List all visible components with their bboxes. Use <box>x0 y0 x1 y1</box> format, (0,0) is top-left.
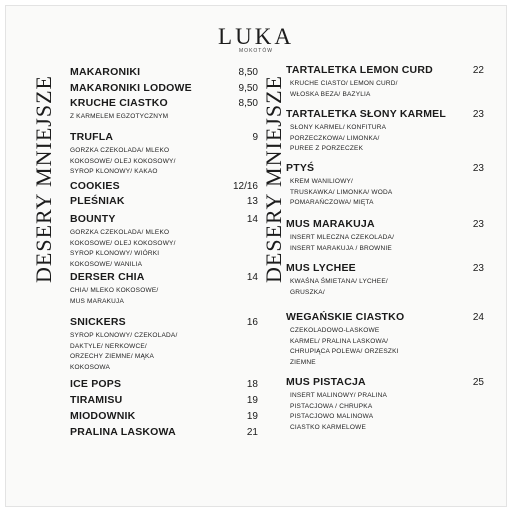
menu-item-price: 23 <box>472 163 484 174</box>
menu-item-name: PLEŚNIAK <box>70 195 125 207</box>
menu-item-price: 8,50 <box>238 98 258 109</box>
menu-item-name: WEGAŃSKIE CIASTKO <box>286 311 405 323</box>
menu-item-name: TIRAMISU <box>70 394 123 406</box>
menu-item-description: Z KARMELEM EGZOTYCZNYM <box>70 113 169 120</box>
menu-item-description: GRUSZKA/ <box>290 288 325 296</box>
menu-item-price: 9 <box>252 132 258 143</box>
menu-item-description: CIASTKO KARMELOWE <box>290 423 366 431</box>
menu-item-price: 24 <box>472 312 484 323</box>
menu-item-description: CHRUPIĄCA POLEWA/ ORZESZKI <box>290 348 399 355</box>
menu-item-name: BOUNTY <box>70 213 116 225</box>
menu-item-price: 9,50 <box>238 83 258 94</box>
menu-item-price: 14 <box>246 272 258 283</box>
menu-item-description: KOKOSOWA <box>70 363 111 371</box>
menu-item-name: MAKARONIKI LODOWE <box>70 82 192 94</box>
menu-item-price: 23 <box>472 219 484 230</box>
menu-item-description: CHIA/ MLEKO KOKOSOWE/ <box>70 287 159 294</box>
menu-item-description: KWAŚNA ŚMIETANA/ LYCHEE/ <box>290 278 388 285</box>
menu-item-description: PORZECZKOWA/ LIMONKA/ <box>290 134 380 142</box>
menu-item-price: 16 <box>246 317 258 328</box>
menu-item-description: CZEKOLADOWO-LASKOWE <box>290 327 380 334</box>
menu-item-price: 8,50 <box>238 67 258 78</box>
menu-item-name: MAKARONIKI <box>70 66 141 78</box>
menu-item-name: DERSER CHIA <box>70 271 145 283</box>
menu-item-description: PISTACJOWA / CHRUPKA <box>290 402 373 410</box>
menu-item-description: POMARAŃCZOWA/ MIĘTA <box>290 199 374 206</box>
menu-item-description: KRUCHE CIASTO/ LEMON CURD/ <box>290 80 398 87</box>
menu-item-name: MUS LYCHEE <box>286 262 356 274</box>
menu-item-description: ZIEMNE <box>290 358 316 366</box>
menu-item-description: SYROP KLONOWY/ WIÓRKI <box>70 250 160 257</box>
menu-item-description: WŁOSKA BEZA/ BAZYLIA <box>290 90 371 98</box>
menu-item-description: KOKOSOWE/ WANILIA <box>70 260 143 268</box>
menu-item-description: KOKOSOWE/ OLEJ KOKOSOWY/ <box>70 157 176 165</box>
menu-item-name: PTYŚ <box>286 162 315 174</box>
menu-item-name: PRALINA LASKOWA <box>70 426 176 438</box>
menu-item-price: 18 <box>246 379 258 390</box>
menu-item-name: ICE POPS <box>70 378 122 390</box>
menu-item-price: 25 <box>472 377 484 388</box>
menu-item-description: PUREE Z PORZECZEK <box>290 145 364 152</box>
menu-item-description: DAKTYLE/ NERKOWCE/ <box>70 342 147 350</box>
menu-item-price: 12/16 <box>232 181 258 192</box>
brand-logo: LUKA <box>218 24 294 49</box>
menu-item-description: MUS MARAKUJA <box>70 297 125 305</box>
menu-item-description: GORZKA CZEKOLADA/ MLEKO <box>70 229 170 236</box>
left-section-title: DESERY MNIEJSZE <box>31 75 56 283</box>
menu-item-description: TRUSKAWKA/ LIMONKA/ WODA <box>290 188 393 196</box>
menu-item-price: 19 <box>246 411 258 422</box>
menu-item-name: SNICKERS <box>70 316 126 328</box>
menu-item-name: MIODOWNIK <box>70 410 136 422</box>
right-section-title: DESERY MNIEJSZE <box>261 75 286 283</box>
menu-item-description: INSERT MARAKUJA / BROWNIE <box>290 244 392 252</box>
menu-item-description: SYROP KLONOWY/ KAKAO <box>70 168 158 175</box>
menu-item-name: TRUFLA <box>70 131 114 143</box>
brand-subtitle: MOKOTÓW <box>239 48 273 54</box>
menu-item-description: ORZECHY ZIEMNE/ MĄKA <box>70 353 155 360</box>
menu-item-description: GORZKA CZEKOLADA/ MLEKO <box>70 147 170 154</box>
menu-item-description: PISTACJOWO MALINOWA <box>290 413 374 420</box>
menu-item-name: TARTALETKA LEMON CURD <box>286 64 433 76</box>
menu-item-description: SYROP KLONOWY/ CZEKOLADA/ <box>70 332 178 339</box>
menu-item-price: 19 <box>246 395 258 406</box>
menu-item-price: 13 <box>246 196 258 207</box>
menu-item-description: SŁONY KARMEL/ KONFITURA <box>290 124 387 131</box>
menu-item-name: MUS PISTACJA <box>286 376 366 388</box>
menu-item-price: 22 <box>472 65 484 76</box>
menu-item-description: KARMEL/ PRALINA LASKOWA/ <box>290 337 389 345</box>
menu-item-price: 23 <box>472 263 484 274</box>
menu-item-description: KOKOSOWE/ OLEJ KOKOSOWY/ <box>70 239 176 247</box>
menu-item-name: MUS MARAKUJA <box>286 218 375 230</box>
menu-item-description: INSERT MALINOWY/ PRALINA <box>290 392 388 399</box>
menu-item-description: INSERT MLECZNA CZEKOLADA/ <box>290 234 395 241</box>
menu-item-name: COOKIES <box>70 180 120 192</box>
menu-item-name: TARTALETKA SŁONY KARMEL <box>286 108 446 120</box>
menu-item-description: KREM WANILIOWY/ <box>290 178 354 185</box>
menu-item-price: 23 <box>472 109 484 120</box>
menu-item-name: KRUCHE CIASTKO <box>70 97 168 109</box>
menu-item-price: 14 <box>246 214 258 225</box>
menu-item-price: 21 <box>246 427 258 438</box>
